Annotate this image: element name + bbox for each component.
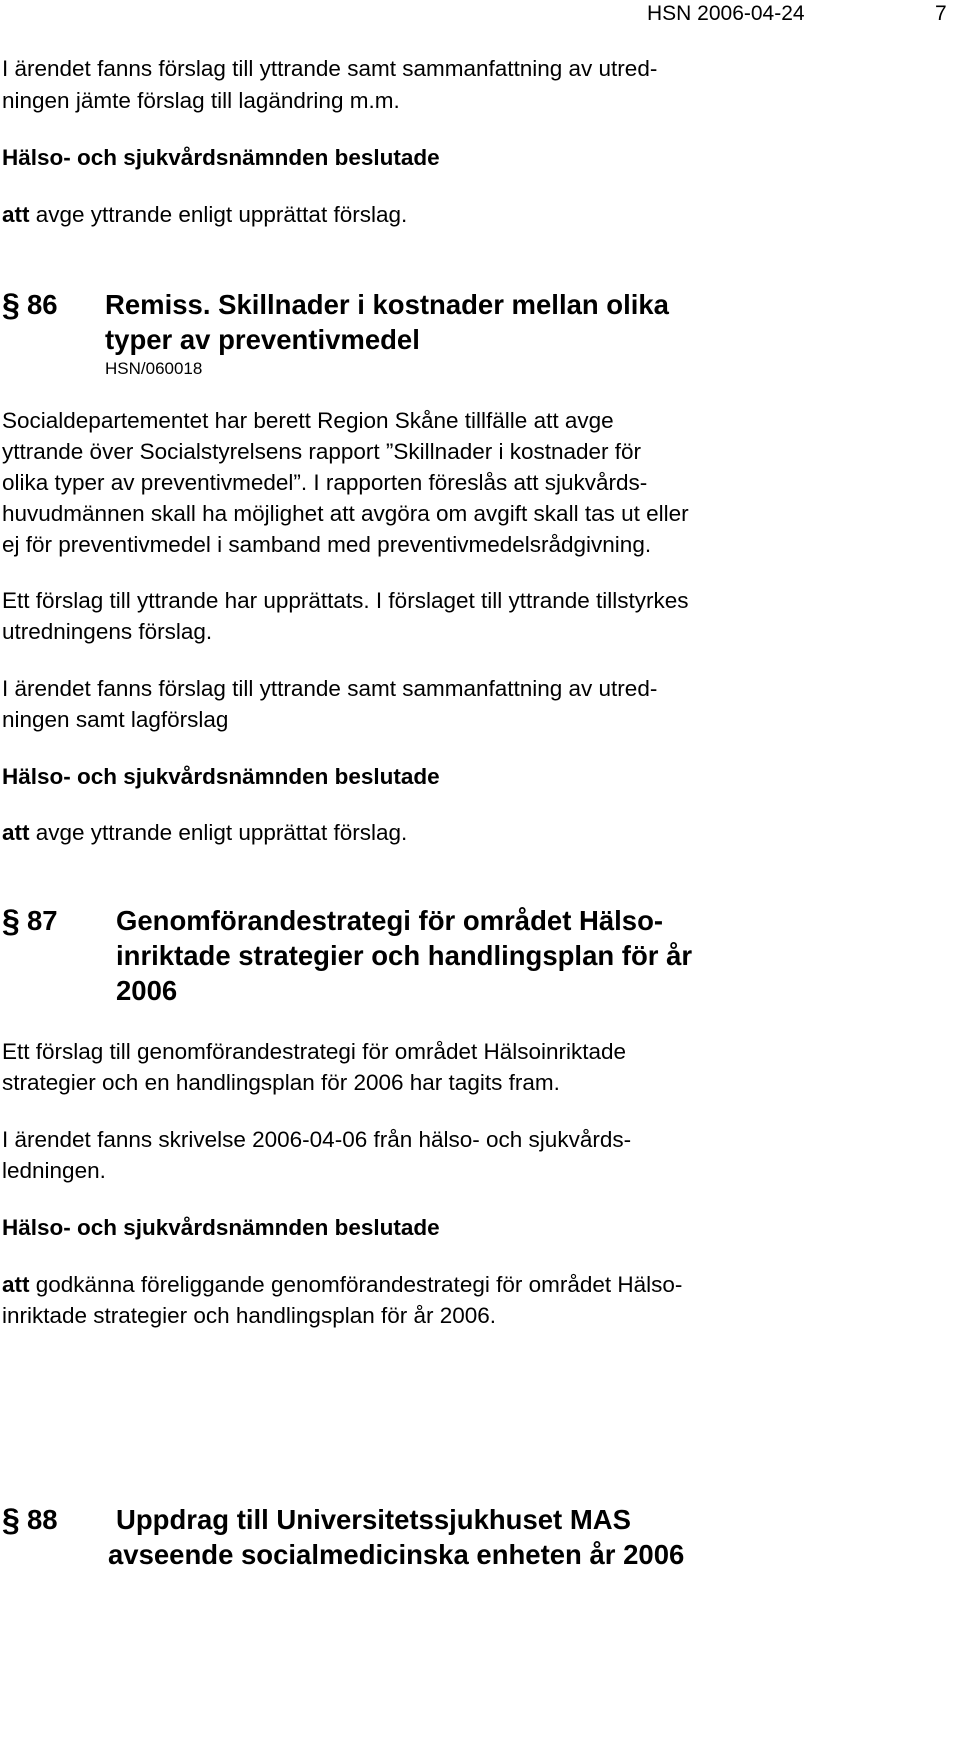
decision-text	[2, 1268, 682, 1301]
decision-body: avge yttrande enligt upprättat förslag.	[29, 820, 408, 845]
section-title: Uppdrag till Universitetssjukhuset MAS	[116, 1504, 631, 1535]
section-title: 2006	[116, 975, 178, 1006]
section-symbol: §	[2, 903, 20, 939]
section-title: typer av preventivmedel	[105, 324, 420, 355]
paragraph-line: I ärendet fanns förslag till yttrande samt sammanfattning av utred-	[2, 56, 658, 81]
section-number: 86	[27, 289, 58, 320]
paragraph-line: ej för preventivmedel i samband med preventivmedelsrådgivning.	[2, 532, 652, 557]
paragraph-line: huvudmännen skall ha möjlighet att avgöra om avgift skall tas ut eller	[2, 501, 689, 526]
decision-att: att	[2, 820, 30, 845]
section-number: 88	[27, 1504, 58, 1535]
case-reference: HSN/060018	[105, 359, 203, 378]
paragraph-line: utredningens förslag.	[2, 619, 213, 644]
paragraph-line: Ett förslag till genomförandestrategi för området Hälsoinriktade	[2, 1039, 627, 1064]
decision-heading: Hälso- och sjukvårdsnämnden beslutade	[2, 145, 440, 170]
paragraph-line: strategier och en handlingsplan för 2006 har tagits fram.	[2, 1070, 560, 1095]
decision-att: att	[2, 202, 30, 227]
section-title: inriktade strategier och handlingsplan för år	[116, 940, 693, 971]
paragraph-line: I ärendet fanns förslag till yttrande samt sammanfattning av utred-	[2, 676, 658, 701]
decision-body: godkänna föreliggande genomförandestrategi för området Hälso-	[29, 1272, 683, 1297]
paragraph-line: Ett förslag till yttrande har upprättats. I förslaget till yttrande tillstyrkes	[2, 588, 689, 613]
section-symbol: §	[2, 1502, 20, 1538]
paragraph-line: yttrande över Socialstyrelsens rapport ”Skillnader i kostnader för	[2, 439, 642, 464]
section-symbol: §	[2, 287, 20, 323]
decision-text	[2, 816, 407, 849]
decision-body: avge yttrande enligt upprättat förslag.	[29, 202, 408, 227]
header-date: HSN 2006-04-24	[647, 2, 805, 25]
decision-text: inriktade strategier och handlingsplan för år 2006.	[2, 1303, 497, 1328]
paragraph-line: olika typer av preventivmedel”. I rapporten föreslås att sjukvårds-	[2, 470, 648, 495]
decision-text	[2, 198, 407, 231]
paragraph-line: ledningen.	[2, 1158, 106, 1183]
section-title: Remiss. Skillnader i kostnader mellan olika	[105, 289, 669, 320]
paragraph-line: Socialdepartementet har berett Region Skåne tillfälle att avge	[2, 408, 614, 433]
paragraph-line: ningen jämte förslag till lagändring m.m.	[2, 88, 400, 113]
page-number: 7	[935, 2, 947, 25]
decision-att: att	[2, 1272, 30, 1297]
decision-heading: Hälso- och sjukvårdsnämnden beslutade	[2, 764, 440, 789]
paragraph-line: I ärendet fanns skrivelse 2006-04-06 från hälso- och sjukvårds-	[2, 1127, 632, 1152]
section-title: Genomförandestrategi för området Hälso-	[116, 905, 664, 936]
section-number: 87	[27, 905, 58, 936]
section-title: avseende socialmedicinska enheten år 2006	[108, 1539, 685, 1570]
decision-heading: Hälso- och sjukvårdsnämnden beslutade	[2, 1215, 440, 1240]
paragraph-line: ningen samt lagförslag	[2, 707, 229, 732]
